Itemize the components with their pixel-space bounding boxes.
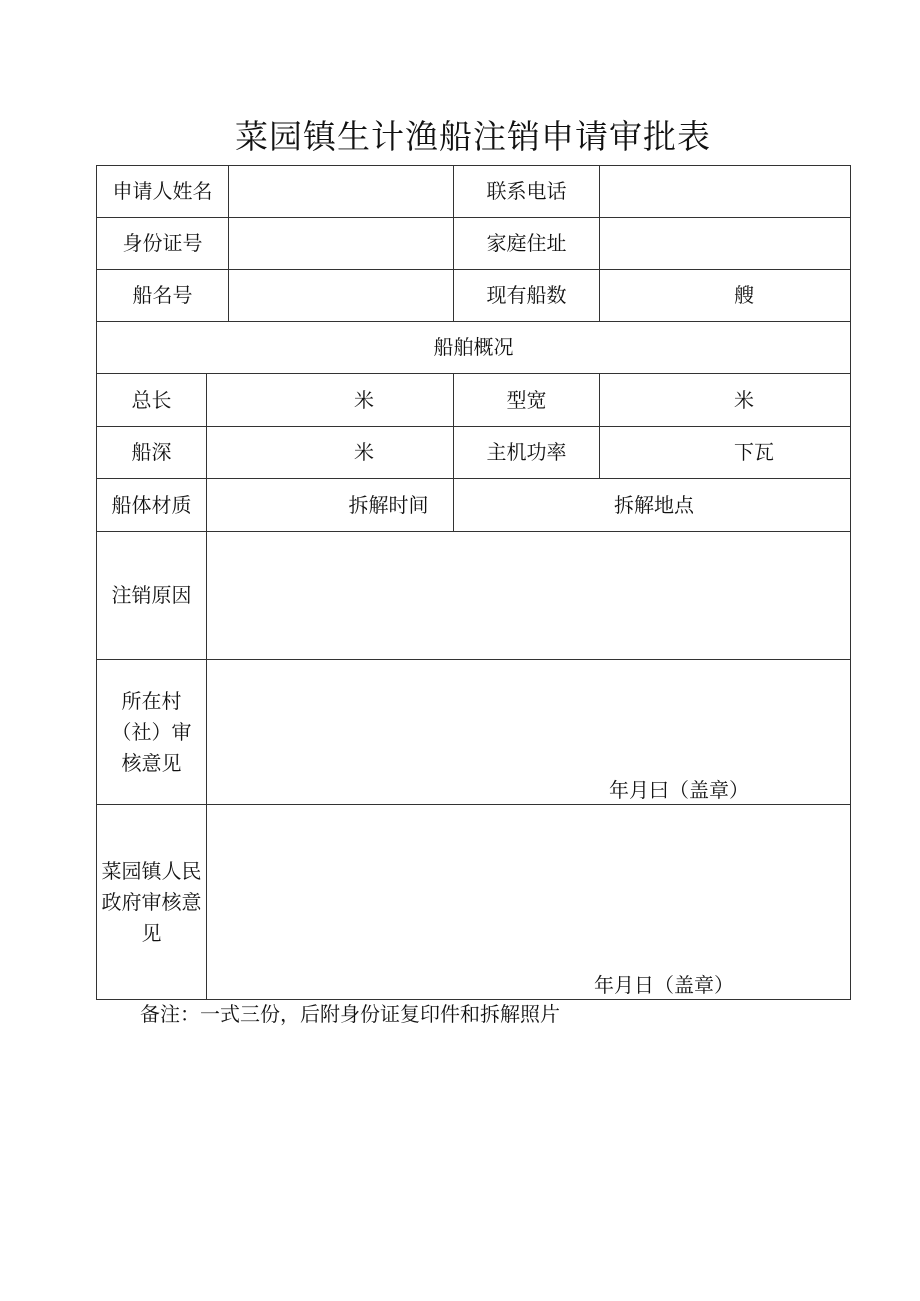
address-label: 家庭住址 (486, 231, 567, 255)
dismantle-time-field[interactable] (454, 479, 599, 531)
beam-field[interactable] (600, 374, 850, 426)
village-review-date: 年月曰（盖章） (609, 778, 749, 802)
phone-field[interactable] (600, 166, 850, 217)
town-review-field[interactable] (207, 805, 850, 999)
total-length-field[interactable] (207, 374, 453, 426)
boat-count-field[interactable] (600, 270, 850, 321)
depth-field[interactable] (207, 427, 453, 478)
engine-power-field[interactable] (600, 427, 850, 478)
beam-unit: 米 (734, 388, 754, 412)
table-border-right (850, 165, 851, 1000)
dismantle-place-label: 拆解地点 (614, 492, 694, 517)
village-review-label: 所在村（社）审核意见 (111, 688, 192, 775)
footnote: 备注：一式三份，后附身份证复印件和拆解照片 (140, 1002, 560, 1026)
boat-overview-header: 船舶概况 (433, 335, 514, 359)
total-length-unit: 米 (354, 388, 374, 412)
hull-material-label: 船体材质 (111, 492, 192, 517)
village-review-field[interactable] (207, 660, 850, 804)
town-review-date: 年月日（盖章） (594, 973, 734, 997)
boat-name-field[interactable] (229, 270, 453, 321)
cancel-reason-field[interactable] (207, 532, 850, 659)
applicant-name-label: 申请人姓名 (112, 179, 213, 203)
town-review-label: 菜园镇人民政府审核意见 (101, 858, 202, 945)
boat-count-label: 现有船数 (486, 283, 567, 307)
address-field[interactable] (600, 218, 850, 269)
cancel-reason-label: 注销原因 (111, 583, 192, 607)
form-title: 菜园镇生计渔船注销申请审批表 (235, 117, 711, 156)
id-number-field[interactable] (229, 218, 453, 269)
applicant-name-field[interactable] (229, 166, 453, 217)
boat-name-label: 船名号 (132, 283, 193, 307)
depth-unit: 米 (354, 440, 374, 464)
total-length-label: 总长 (131, 387, 172, 412)
hull-material-field[interactable] (207, 479, 345, 531)
engine-power-label: 主机功率 (486, 440, 567, 464)
dismantle-place-field[interactable] (710, 479, 850, 531)
boat-count-unit: 艘 (734, 283, 754, 307)
depth-label: 船深 (131, 440, 172, 464)
engine-power-unit: 下瓦 (734, 440, 774, 464)
phone-label: 联系电话 (486, 179, 567, 203)
beam-label: 型宽 (506, 387, 547, 412)
dismantle-time-label: 拆解时间 (348, 492, 429, 517)
id-number-label: 身份证号 (122, 231, 203, 255)
